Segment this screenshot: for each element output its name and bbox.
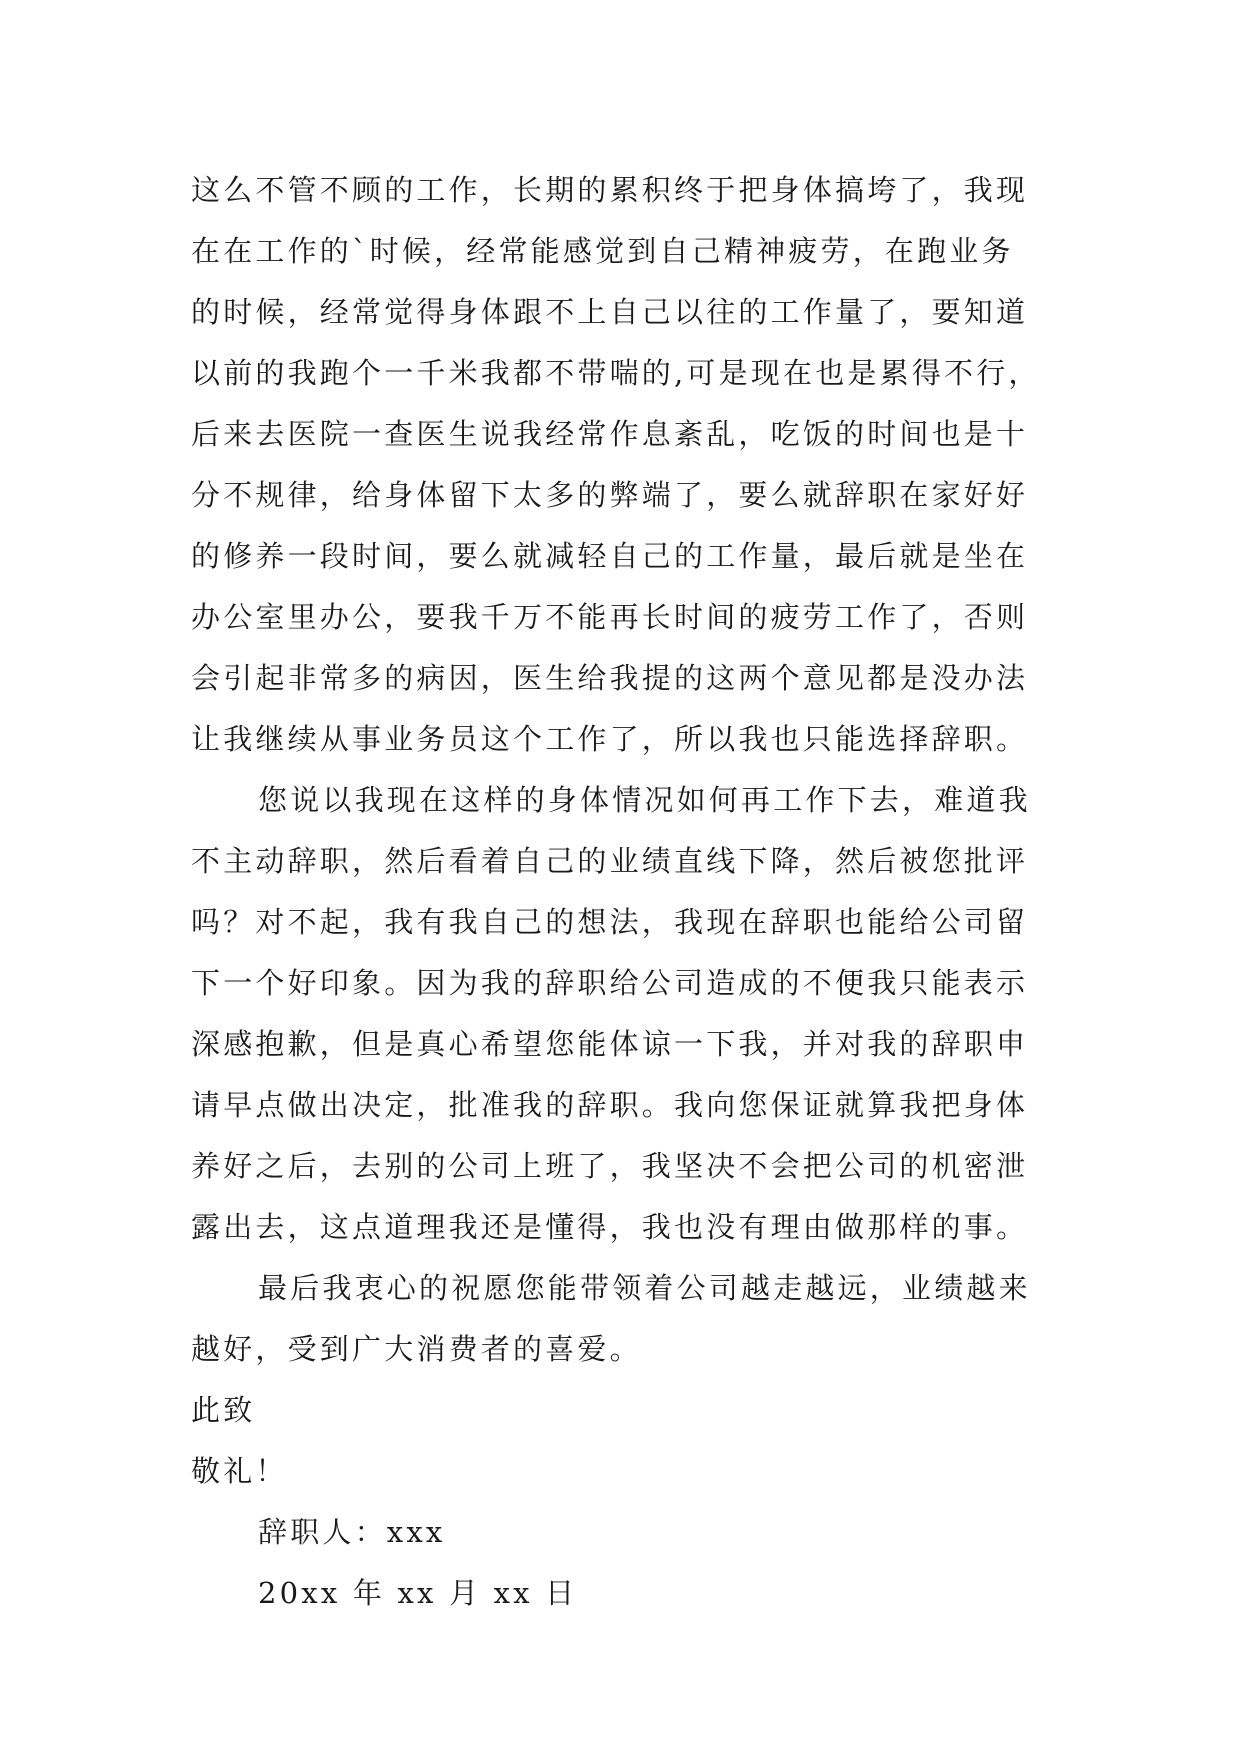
body-line: 吗？对不起，我有我自己的想法，我现在辞职也能给公司留 <box>191 905 1029 939</box>
date: 20xx 年 xx 月 xx 日 <box>258 1576 578 1610</box>
closing-salutation-1: 此致 <box>191 1393 256 1427</box>
body-line: 越好，受到广大消费者的喜爱。 <box>191 1332 642 1366</box>
body-line: 在在工作的`时候，经常能感觉到自己精神疲劳，在跑业务 <box>191 234 1014 268</box>
body-line: 深感抱歉，但是真心希望您能体谅一下我，并对我的辞职申 <box>191 1027 1029 1061</box>
body-line: 请早点做出决定，批准我的辞职。我向您保证就算我把身体 <box>191 1088 1029 1122</box>
body-line: 这么不管不顾的工作，长期的累积终于把身体搞垮了，我现 <box>191 173 1029 207</box>
signature: 辞职人：xxx <box>258 1515 446 1549</box>
paragraph-start-line: 您说以我现在这样的身体情况如何再工作下去，难道我 <box>258 783 1031 817</box>
letter-body <box>191 160 1071 1624</box>
body-line: 后来去医院一查医生说我经常作息紊乱，吃饭的时间也是十 <box>191 417 1029 451</box>
closing-salutation-2: 敬礼！ <box>191 1454 288 1488</box>
body-line: 养好之后，去别的公司上班了，我坚决不会把公司的机密泄 <box>191 1149 1029 1183</box>
body-line: 下一个好印象。因为我的辞职给公司造成的不便我只能表示 <box>191 966 1029 1000</box>
paragraph-start-line: 最后我衷心的祝愿您能带领着公司越走越远，业绩越来 <box>258 1271 1031 1305</box>
body-line: 露出去，这点道理我还是懂得，我也没有理由做那样的事。 <box>191 1210 1029 1244</box>
body-line: 不主动辞职，然后看着自己的业绩直线下降，然后被您批评 <box>191 844 1029 878</box>
body-line: 以前的我跑个一千米我都不带喘的,可是现在也是累得不行， <box>191 356 1041 390</box>
body-line: 的时候，经常觉得身体跟不上自己以往的工作量了，要知道 <box>191 295 1029 329</box>
body-line: 分不规律，给身体留下太多的弊端了，要么就辞职在家好好 <box>191 478 1029 512</box>
body-line: 的修养一段时间，要么就减轻自己的工作量，最后就是坐在 <box>191 539 1029 573</box>
body-line: 会引起非常多的病因，医生给我提的这两个意见都是没办法 <box>191 661 1029 695</box>
body-line: 办公室里办公，要我千万不能再长时间的疲劳工作了，否则 <box>191 600 1029 634</box>
body-line: 让我继续从事业务员这个工作了，所以我也只能选择辞职。 <box>191 722 1029 756</box>
